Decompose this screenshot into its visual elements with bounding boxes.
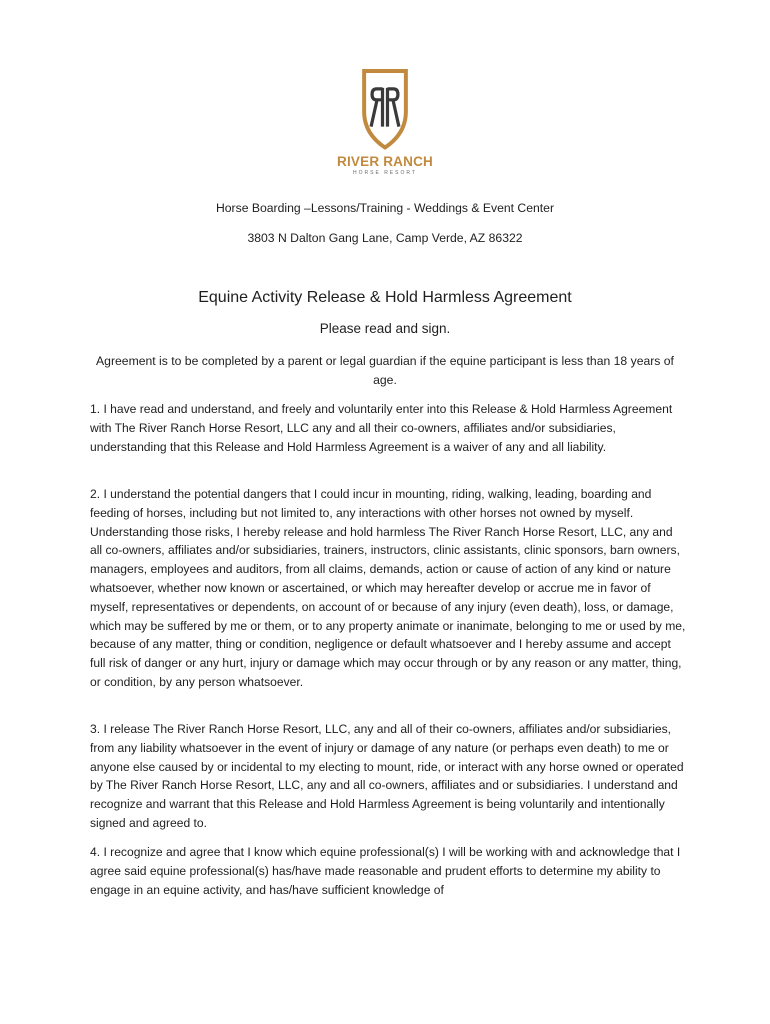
instruction-text: Please read and sign. — [319, 321, 451, 336]
paragraph-1: 1. I have read and understand, and freely and voluntarily enter into this Release & Hold Harmless Agreement with The River Ranch Horse Resort, LLC any and all their co-owners, affiliates and/or subsidiaries, understanding that this Release and Hold Harmless Agreement is a waiver of any and all liability. — [90, 402, 673, 454]
document-title: Equine Activity Release & Hold Harmless Agreement — [198, 289, 572, 306]
shield-logo-icon — [360, 68, 410, 150]
river-ranch-logo — [325, 68, 445, 178]
paragraph-3: 3. I release The River Ranch Horse Resort, LLC, any and all of their co-owners, affiliates and/or subsidiaries, from any liability whatsoever in the event of injury or damage of any nature (or perhaps even death) to me or anyone else caused by or incidental to my electing to mount, ride, or interact with any horse owned or operated by The River Ranch Horse Resort, LLC, any and all co-owners, affiliates and or subsidiaries. I understand and recognize and warrant that this Release and Hold Harmless Agreement is being voluntarily and intentionally signed and agreed to. — [90, 722, 684, 830]
address-line: 3803 N Dalton Gang Lane, Camp Verde, AZ 86322 — [247, 231, 523, 245]
paragraph-4: 4. I recognize and agree that I know which equine professional(s) I will be working with and acknowledge that I agree said equine professional(s) has/have made reasonable and prudent efforts to determine my ability to engage in an equine activity, and has/have sufficient knowledge of — [90, 845, 681, 897]
logo-name: RIVER RANCH — [337, 154, 433, 169]
guardian-note: Agreement is to be completed by a parent or legal guardian if the equine participant is less than 18 years of age. — [96, 354, 674, 387]
logo-subtitle: HORSE RESORT — [353, 170, 417, 176]
services-line: Horse Boarding –Lessons/Training - Weddings & Event Center — [215, 201, 555, 215]
paragraph-2: 2. I understand the potential dangers that I could incur in mounting, riding, walking, leading, boarding and feeding of horses, including but not limited to, any interactions with other horses not owned by myself. Understanding those risks, I hereby release and hold harmless The River Ranch Horse Resort, LLC, any and all co-owners, affiliates and/or subsidiaries, trainers, instructors, clinic assistants, clinic sponsors, barn owners, managers, employees and auditors, from all claims, demands, action or cause of action of any kind or nature whatsoever, whether now known or ascertained, or which may hereafter develop or accrue me in favor of myself, representatives or dependents, on account of or because of any injury (even death), loss, or damage, which may be suffered by me or them, or to any property animate or inanimate, belonging to me or used by me, because of any matter, thing or condition, negligence or default whatsoever and I hereby assume and accept full risk of danger or any hurt, injury or damage which may occur through or by any reason or any matter, thing, or condition, by any person whatsoever. — [90, 487, 686, 689]
